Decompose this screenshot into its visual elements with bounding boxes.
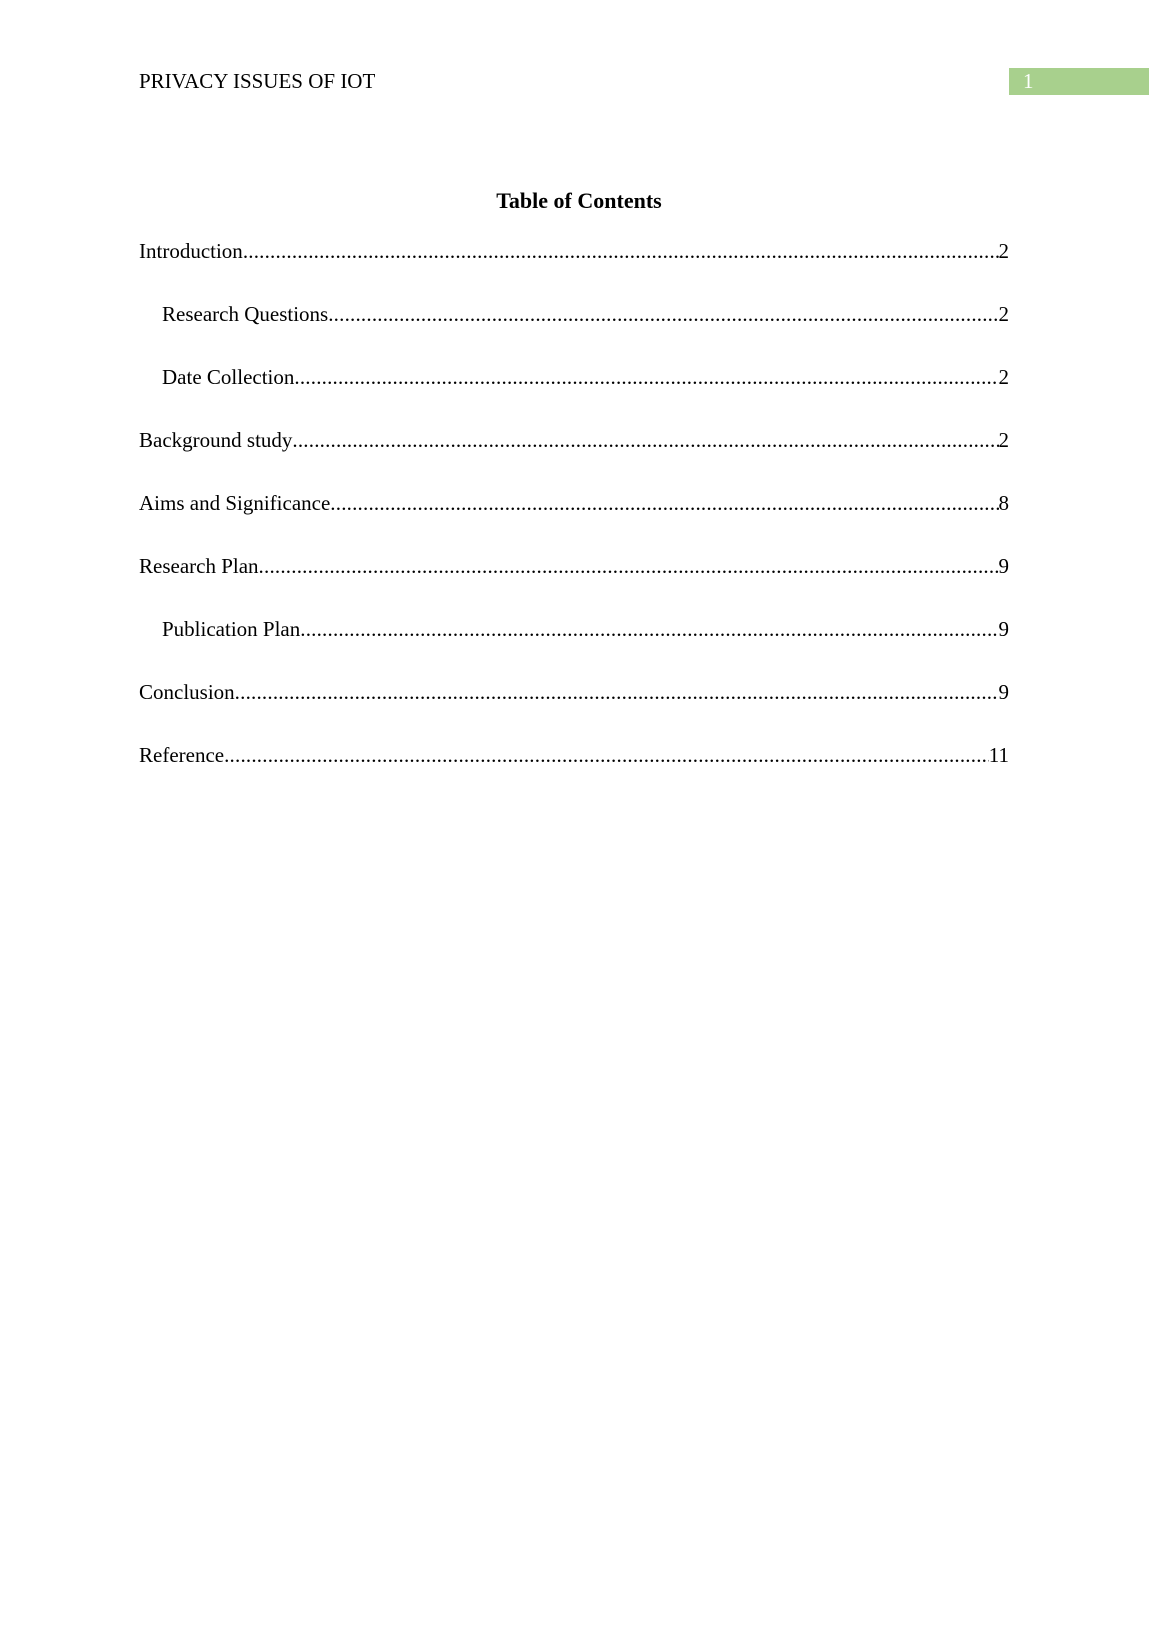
toc-entry-page: 9 xyxy=(998,680,1009,704)
toc-entry-label: Research Plan xyxy=(139,554,259,578)
toc-entry-research-questions[interactable] xyxy=(139,301,1009,364)
running-header-title: PRIVACY ISSUES OF IOT xyxy=(139,69,376,93)
toc-entry-label: Date Collection xyxy=(162,365,295,389)
toc-dot-leader xyxy=(294,364,998,390)
toc-entry-page: 9 xyxy=(998,617,1009,641)
toc-entry-date-collection[interactable] xyxy=(139,364,1009,427)
page-number-badge xyxy=(1009,68,1149,95)
toc-entry-research-plan[interactable] xyxy=(139,553,1009,616)
toc-dot-leader xyxy=(328,301,998,327)
toc-entry-label: Conclusion xyxy=(139,680,235,704)
toc-entry-conclusion[interactable] xyxy=(139,679,1009,742)
toc-dot-leader xyxy=(330,490,998,516)
toc-entry-introduction[interactable] xyxy=(139,238,1009,301)
toc-entry-aims-and-significance[interactable] xyxy=(139,490,1009,553)
toc-entry-label: Reference xyxy=(139,743,225,767)
toc-entry-publication-plan[interactable] xyxy=(139,616,1009,679)
toc-dot-leader xyxy=(300,616,998,642)
toc-entry-label: Background study xyxy=(139,428,293,452)
page-number: 1 xyxy=(1023,69,1034,93)
toc-entry-page: 11 xyxy=(988,743,1009,767)
toc-dot-leader xyxy=(235,679,999,705)
toc-entry-reference[interactable] xyxy=(139,742,1009,805)
toc-entry-page: 2 xyxy=(998,428,1009,452)
toc-entry-label: Publication Plan xyxy=(162,617,301,641)
toc-entry-label: Research Questions xyxy=(162,302,329,326)
toc-dot-leader xyxy=(259,553,999,579)
table-of-contents xyxy=(139,238,1009,805)
toc-entry-page: 8 xyxy=(998,491,1009,515)
toc-entry-page: 9 xyxy=(998,554,1009,578)
toc-entry-label: Introduction xyxy=(139,239,243,263)
toc-dot-leader xyxy=(292,427,998,453)
toc-dot-leader xyxy=(243,238,999,264)
toc-entry-background-study[interactable] xyxy=(139,427,1009,490)
toc-heading: Table of Contents xyxy=(496,188,662,213)
toc-entry-page: 2 xyxy=(998,239,1009,263)
toc-entry-page: 2 xyxy=(998,302,1009,326)
toc-entry-label: Aims and Significance xyxy=(139,491,331,515)
toc-dot-leader xyxy=(224,742,989,768)
toc-entry-page: 2 xyxy=(998,365,1009,389)
